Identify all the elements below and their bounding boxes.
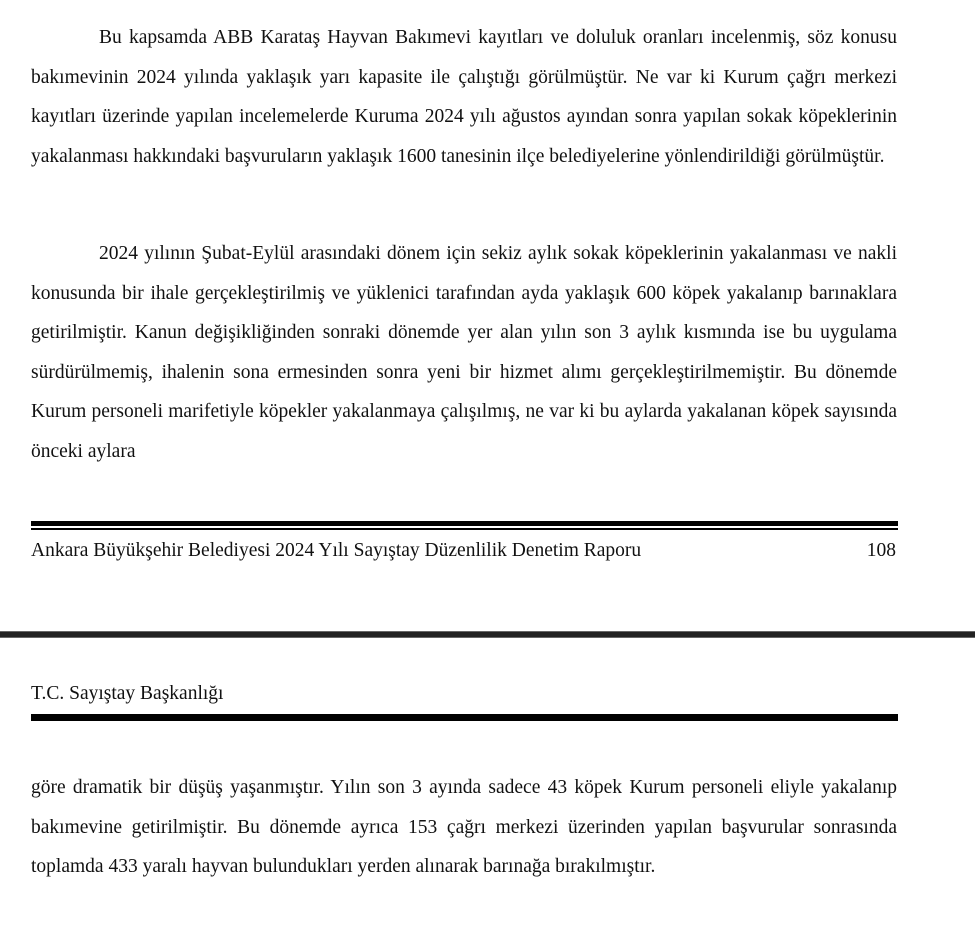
- body-paragraph: 2024 yılının Şubat-Eylül arasındaki dönem için sekiz aylık sokak köpeklerinin yakalanması ve nakli konusunda bir ihale gerçekleştirilmiş ve yüklenici tarafından ayda yaklaşık 600 köpek yakalanıp barınaklara getirilmiştir. Kanun değişikliğinden sonraki dönemde yer alan yılın son 3 aylık kısmında ise bu uygulama sürdürülmemiş, ihalenin sona ermesinden sonra yeni bir hizmet alımı gerçekleştirilmemiştir. Bu dönemde Kurum personeli marifetiyle köpekler yakalanmaya çalışılmış, ne var ki bu aylarda yakalanan köpek sayısında önceki aylara: [31, 243, 897, 462]
- header-rule-thick: [31, 716, 898, 721]
- footer-rule-thin: [31, 528, 898, 530]
- footer-page-number: 108: [866, 540, 896, 561]
- body-paragraph: Bu kapsamda ABB Karataş Hayvan Bakımevi kayıtları ve doluluk oranları incelenmiş, söz konusu bakımevinin 2024 yılında yaklaşık yarı kapasite ile çalıştığı görülmüştür. Ne var ki Kurum çağrı merkezi kayıtları üzerinde yapılan incelemelerde Kuruma 2024 yılı ağustos ayından sonra yapılan sokak köpeklerinin yakalanması hakkındaki başvuruların yaklaşık 1600 tanesinin ilçe belediyelerine yönlendirildiği görülmüştür.: [31, 27, 897, 167]
- footer-report-title: Ankara Büyükşehir Belediyesi 2024 Yılı Sayıştay Düzenlilik Denetim Raporu: [31, 540, 642, 561]
- body-paragraph: göre dramatik bir düşüş yaşanmıştır. Yılın son 3 ayında sadece 43 köpek Kurum personeli eliyle yakalanıp bakımevine getirilmiştir. Bu dönemde ayrıca 153 çağrı merkezi üzerinden yapılan başvurular sonrasında toplamda 433 yaralı hayvan bulundukları yerden alınarak barınağa bırakılmıştır.: [31, 777, 897, 878]
- page-separator: [0, 631, 975, 638]
- header-institution-title: T.C. Sayıştay Başkanlığı: [31, 683, 224, 704]
- footer-rule-thick: [31, 521, 898, 526]
